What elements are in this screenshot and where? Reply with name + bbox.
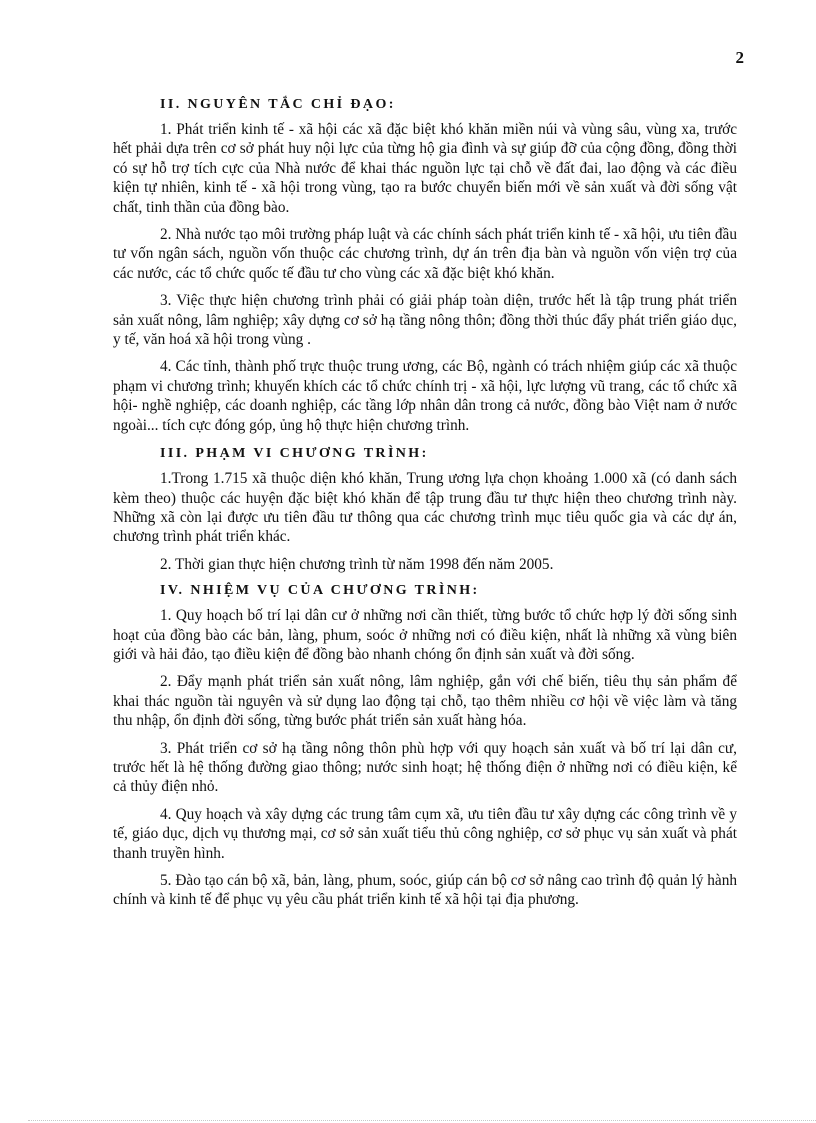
paragraph: 1. Quy hoạch bố trí lại dân cư ở những nơi cần thiết, từng bước tổ chức hợp lý đời sống sinh hoạt của đồng bào các bản, làng, phum, soóc ở những nơi có điều kiện, nhất là những xã vùng biên giới và hải đảo, tạo điều kiện để đồng bào nhanh chóng ổn định sản xuất và đời sống. — [113, 607, 737, 663]
page-number: 2 — [735, 48, 744, 67]
paragraph: 2. Nhà nước tạo môi trường pháp luật và các chính sách phát triển kinh tế - xã hội, ưu tiên đầu tư vốn ngân sách, nguồn vốn thuộc các chương trình, dự án trên địa bàn và nguồn vốn viện trợ của các nước, các tổ chức quốc tế đầu tư cho vùng các xã đặc biệt khó khăn. — [113, 226, 737, 282]
paragraph: 1. Phát triển kinh tế - xã hội các xã đặc biệt khó khăn miền núi và vùng sâu, vùng xa, trước hết phải dựa trên cơ sở phát huy nội lực của từng hộ gia đình và sự giúp đỡ của cộng đồng, đồng thời có sự hỗ trợ tích cực của Nhà nước để khai thác nguồn lực tại chỗ về đất đai, lao động và các điều kiện tự nhiên, kinh tế - xã hội trong vùng, tạo ra bước chuyển biến mới về sản xuất và đời sống vật chất, tinh thần của đồng bào. — [113, 121, 737, 216]
paragraph: 2. Thời gian thực hiện chương trình từ năm 1998 đến năm 2005. — [160, 555, 554, 573]
paragraph: 4. Các tỉnh, thành phố trực thuộc trung ương, các Bộ, ngành có trách nhiệm giúp các xã thuộc phạm vi chương trình; khuyến khích các tổ chức chính trị - xã hội, lực lượng vũ trang, các tổ chức xã hội- nghề nghiệp, các doanh nghiệp, các tầng lớp nhân dân trong cả nước, đồng bào Việt nam ở nước ngoài... tích cực đóng góp, ủng hộ thực hiện chương trình. — [113, 358, 737, 434]
paragraph: 4. Quy hoạch và xây dựng các trung tâm cụm xã, ưu tiên đầu tư xây dựng các công trình về y tế, giáo dục, dịch vụ thương mại, cơ sở sản xuất tiểu thủ công nghiệp, cơ sở phục vụ sản xuất và phát thanh truyền hình. — [113, 805, 737, 862]
page-bottom-divider — [28, 1120, 816, 1121]
section-program-scope — [113, 443, 737, 574]
section-heading: III. PHẠM VI CHƯƠNG TRÌNH: — [160, 446, 429, 462]
paragraph: 2. Đẩy mạnh phát triển sản xuất nông, lâm nghiệp, gắn với chế biến, tiêu thụ sản phẩm để khai thác nguồn tài nguyên và sử dụng lao động tại chỗ, tạo thêm nhiều cơ hội về việc làm và tăng thu nhập, ổn định đời sống, từng bước phát triển sản xuất hàng hóa. — [113, 673, 737, 730]
section-heading: II. NGUYÊN TẮC CHỈ ĐẠO: — [160, 97, 396, 112]
paragraph: 3. Phát triển cơ sở hạ tầng nông thôn phù hợp với quy hoạch sản xuất và bố trí lại dân cư, trước hết là hệ thống đường giao thông; nước sinh hoạt; hệ thống điện ở những nơi có điều kiện, kể cả thủy điện nhỏ. — [113, 739, 737, 796]
paragraph: 1.Trong 1.715 xã thuộc diện khó khăn, Trung ương lựa chọn khoảng 1.000 xã (có danh sách kèm theo) thuộc các huyện đặc biệt khó khăn để tập trung đầu tư thực hiện theo chương trình này. Những xã còn lại được ưu tiên đầu tư thông qua các chương trình mục tiêu quốc gia và các dự án, chương trình phát triển khác. — [113, 470, 737, 546]
section-guiding-principles — [113, 94, 737, 435]
section-program-tasks — [113, 580, 737, 910]
paragraph: 5. Đào tạo cán bộ xã, bản, làng, phum, soóc, giúp cán bộ cơ sở nâng cao trình độ quản lý hành chính và kinh tế để phục vụ yêu cầu phát triển kinh tế xã hội tại địa phương. — [113, 872, 737, 909]
document-body — [113, 94, 737, 918]
paragraph: 3. Việc thực hiện chương trình phải có giải pháp toàn diện, trước hết là tập trung phát triển sản xuất nông, lâm nghiệp; xây dựng cơ sở hạ tầng nông thôn; đồng thời thúc đẩy phát triển giáo dục, y tế, văn hoá xã hội trong vùng . — [113, 292, 737, 349]
section-heading: IV. NHIỆM VỤ CỦA CHƯƠNG TRÌNH: — [160, 583, 480, 599]
